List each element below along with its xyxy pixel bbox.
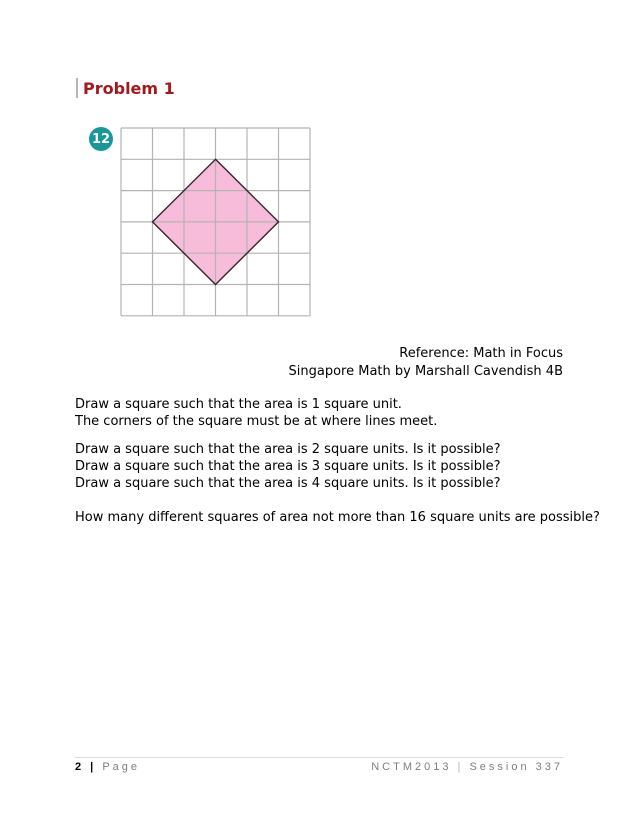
question-line-4-units: Draw a square such that the area is 4 square units. Is it possible? xyxy=(75,476,501,491)
page-separator: | xyxy=(84,761,103,773)
heading-bar xyxy=(76,78,78,98)
reference-line-2: Singapore Math by Marshall Cavendish 4B xyxy=(288,364,563,379)
question-line-3-units: Draw a square such that the area is 3 square units. Is it possible? xyxy=(75,459,501,474)
exercise-number-badge: 12 xyxy=(89,127,113,151)
problem-title: Problem 1 xyxy=(83,78,175,98)
session-label: Session 337 xyxy=(469,761,563,773)
page-number: 2 xyxy=(75,761,85,773)
instruction-line-1: Draw a square such that the area is 1 square unit. xyxy=(75,397,402,412)
footer-rule xyxy=(75,757,563,758)
conference-name: NCTM2013 xyxy=(371,761,452,773)
reference-line-1: Reference: Math in Focus xyxy=(399,346,563,361)
grid-figure xyxy=(120,127,312,317)
instruction-line-2: The corners of the square must be at where lines meet. xyxy=(75,414,438,429)
question-line-16-units: How many different squares of area not more than 16 square units are possible? xyxy=(75,510,600,525)
problem-heading xyxy=(76,78,175,98)
question-line-2-units: Draw a square such that the area is 2 square units. Is it possible? xyxy=(75,442,501,457)
page-label: Page xyxy=(102,761,141,773)
footer-session: NCTM2013 | Session 337 xyxy=(371,761,563,773)
footer-page xyxy=(75,761,140,773)
